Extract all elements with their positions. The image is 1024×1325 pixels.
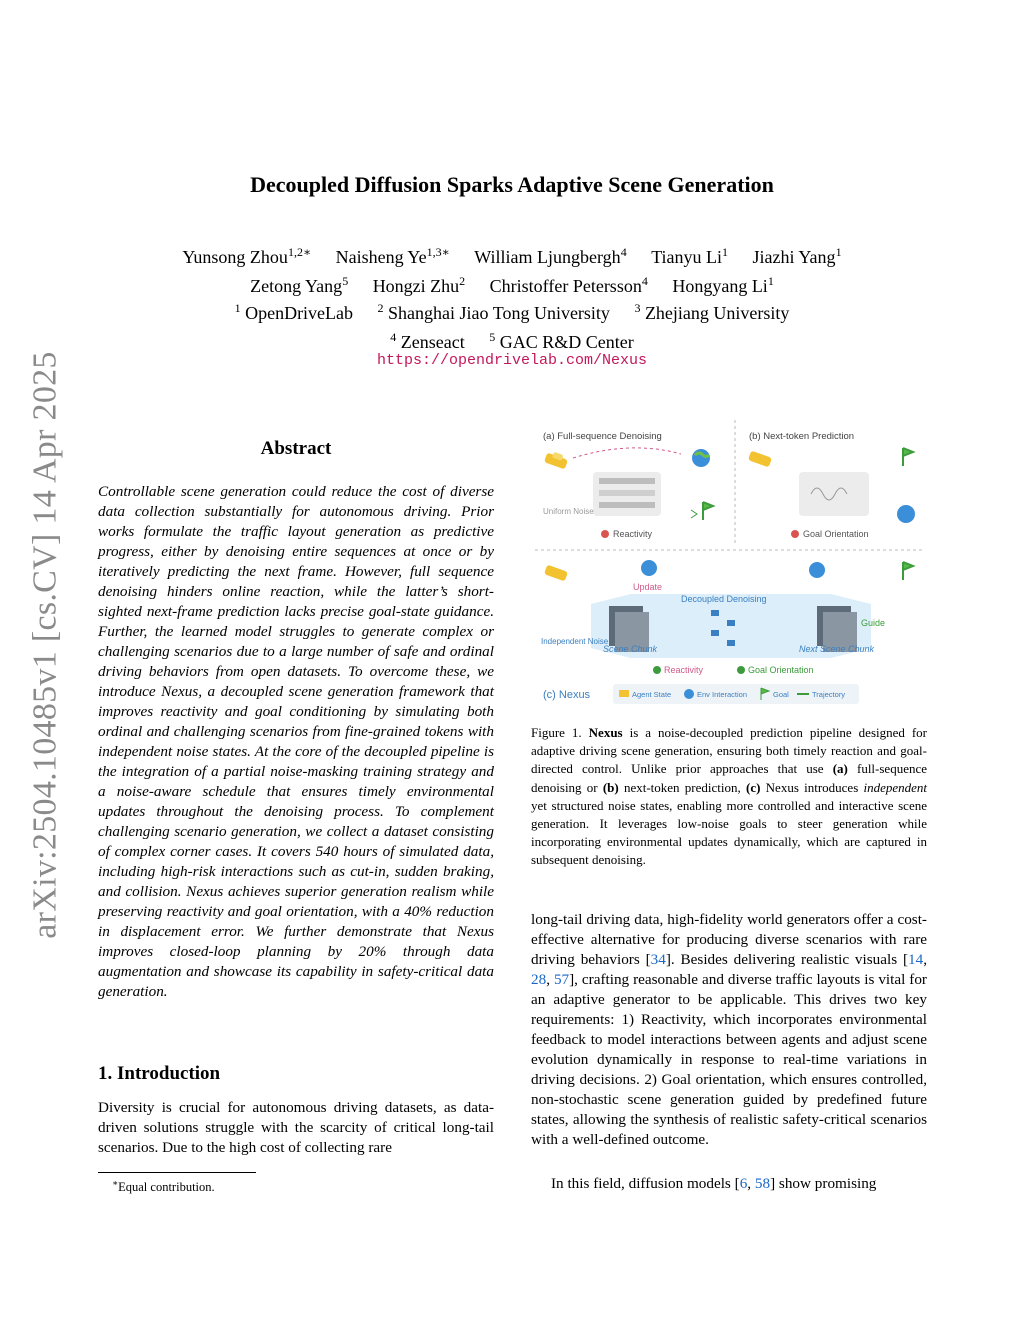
panel-a-title: (a) Full-sequence Denoising (543, 431, 662, 442)
paper-title: Decoupled Diffusion Sparks Adaptive Scene Generation (250, 172, 774, 197)
author: William Ljungbergh$^4$ (474, 245, 627, 267)
goal-bad-label: Goal Orientation (803, 529, 869, 539)
arxiv-identifier: arXiv:2504.10485v1 [cs.CV] 14 Apr 2025 (27, 351, 64, 939)
citation-link[interactable]: 34 (650, 951, 666, 968)
car-icon (748, 451, 772, 468)
author: Tianyu Li$^1$ (651, 245, 729, 267)
affiliation-list (0, 296, 1024, 354)
citation-link[interactable]: 14 (908, 951, 924, 968)
affiliation-row-1 (0, 296, 1024, 325)
legend-traj: Trajectory (812, 690, 846, 699)
cross-icon (601, 530, 609, 538)
affiliation: $^4$ Zenseact (390, 330, 465, 352)
author: Christoffer Petersson$^4$ (489, 274, 648, 296)
citation-link[interactable]: 28 (531, 971, 547, 988)
legend-agent: Agent State (632, 690, 672, 699)
globe-icon (692, 449, 710, 467)
update-label: Update (633, 582, 663, 592)
author: Zetong Yang$^5$ (250, 274, 349, 296)
decoupled-label: Decoupled Denoising (681, 594, 767, 604)
abstract-text: Controllable scene generation could reduce the cost of diverse data collection substantially for autonomous driving. Prior works formulate the traffic layout generation as predictive progress, either by denoising entire sequences at once or by iteratively predicting the next frame. However, full sequence denoising hinders online reaction, while the latter’s short-sighted next-frame prediction lacks precise goal-state guidance. Further, the learned model struggles to generate complex or challenging scenarios due to a large number of safe and ordinal driving behaviors from open datasets. To overcome these, we introduce Nexus, a decoupled scene generation framework that improves reactivity and goal conditioning by simulating both ordinal and challenging scenarios from fine-grained tokens with independent noise states. At the core of the decoupled pipeline is the integration of a partial noise-masking training strategy and a noise-aware schedule that ensures timely environmental updates throughout the denoising process. To complement challenging scenario generation, we collect a dataset consisting of complex corner cases. It covers 540 hours of simulated data, including high-risk interactions such as cut-in, sudden braking, and collision. Nexus achieves superior generation realism while preserving reactivity and goal orientation, with a 40% reduction in displacement error. We further demonstrate that Nexus improves closed-loop planning by 20% through data augmentation and showcase its capability in safety-critical data generation. (98, 483, 494, 1000)
globe-icon (897, 505, 915, 523)
check-icon (653, 666, 661, 674)
cross-icon (791, 530, 799, 538)
intro-paragraph-right-2: In this field, diffusion models [6, 58] show promising (551, 1175, 877, 1192)
footnote: ∗Equal contribution. (112, 1178, 215, 1195)
affiliation: $^5$ GAC R&D Center (489, 330, 634, 352)
footnote-rule (98, 1172, 256, 1173)
affiliation: $^3$ Zhejiang University (634, 301, 790, 323)
goal-flag-icon (903, 562, 913, 580)
car-icon (544, 452, 568, 470)
panel-c-title: (c) Nexus (543, 689, 591, 701)
agent-state-icon (619, 690, 629, 697)
author-row-2 (0, 269, 1024, 298)
author: Yunsong Zhou$^{1,2∗}$ (182, 245, 312, 267)
affiliation: $^1$ OpenDriveLab (234, 301, 354, 323)
goal-flag-icon (903, 448, 913, 466)
globe-icon (641, 560, 657, 576)
curved-arrow (573, 448, 681, 458)
author: Jiazhi Yang$^1$ (752, 245, 842, 267)
env-icon (684, 689, 694, 699)
section-heading-introduction: 1. Introduction (98, 1063, 221, 1084)
guide-label: Guide (861, 618, 886, 628)
scene-chunk-label: Scene Chunk (603, 644, 658, 654)
author: Hongyang Li$^1$ (672, 274, 774, 296)
globe-icon (809, 562, 825, 578)
figure-1-caption: Figure 1. Nexus is a noise-decoupled prediction pipeline designed for adaptive driving scene generation, ensuring both timely reaction and goal-directed control. Unlike prior approaches that use (a) full-sequence denoising or (b) next-token prediction, (c) Nexus introduces independent yet structured noise states, enabling more controlled and interactive scene generation. It leverages low-noise goals to steer generation while incorporating environmental updates dynamically, which are captured in subsequent denoising. (531, 725, 928, 868)
goal-flag-icon (703, 502, 713, 520)
arxiv-identifier-sidebar (20, 350, 72, 940)
project-url-link[interactable]: https://opendrivelab.com/Nexus (376, 352, 648, 369)
intro-paragraph-right: long-tail driving data, high-fidelity world generators offer a cost-effective alternative for producing diverse scenarios with rare driving behaviors [34]. Besides delivering realistic visuals [14, 28, 57], crafting reasonable and diverse traffic layouts is vital for an adaptive generator to be applicable. This drives two key requirements: 1) Reactivity, which incorporates environmental feedback to model interactions between agents and adjust scene evolution dynamically in response to real-time variations in driving decisions. 2) Goal orientation, which ensures controlled, non-stochastic scene generation guided by predefined future states, allowing the synthesis of realistic safety-critical scenarios with a well-defined outcome. (531, 911, 927, 1148)
citation-link[interactable]: 57 (553, 971, 570, 988)
abstract-heading: Abstract (260, 438, 332, 459)
check-icon (737, 666, 745, 674)
citation-link[interactable]: 58 (754, 1175, 771, 1192)
intro-paragraph-left: Diversity is crucial for autonomous driving datasets, as data-driven solutions struggle with the scarcity of critical long-tail scenarios. Due to the high cost of collecting rare (98, 1099, 494, 1156)
affiliation: $^2$ Shanghai Jiao Tong University (377, 301, 610, 323)
legend-goal: Goal (773, 690, 789, 699)
author: Naisheng $Ye^{1,3∗}$ (335, 245, 450, 267)
figure-1-diagram (531, 418, 927, 710)
affiliation-row-2 (0, 325, 1024, 354)
goal-good-label: Goal Orientation (748, 665, 814, 675)
reactivity-bad-label: Reactivity (613, 529, 653, 539)
car-icon (544, 565, 568, 582)
author: Hongzi Zhu$^2$ (372, 274, 466, 296)
author-list (0, 240, 1024, 298)
uniform-noise-label: Uniform Noise (543, 507, 594, 516)
panel-b-title: (b) Next-token Prediction (749, 431, 855, 442)
author-row-1 (0, 240, 1024, 269)
legend-env: Env Interaction (697, 690, 748, 699)
token-block (799, 472, 869, 516)
next-scene-chunk-label: Next Scene Chunk (799, 644, 875, 654)
citation-link[interactable]: 6 (739, 1175, 748, 1192)
independent-noise-label: Independent Noise (541, 637, 609, 646)
reactivity-good-label: Reactivity (664, 665, 704, 675)
